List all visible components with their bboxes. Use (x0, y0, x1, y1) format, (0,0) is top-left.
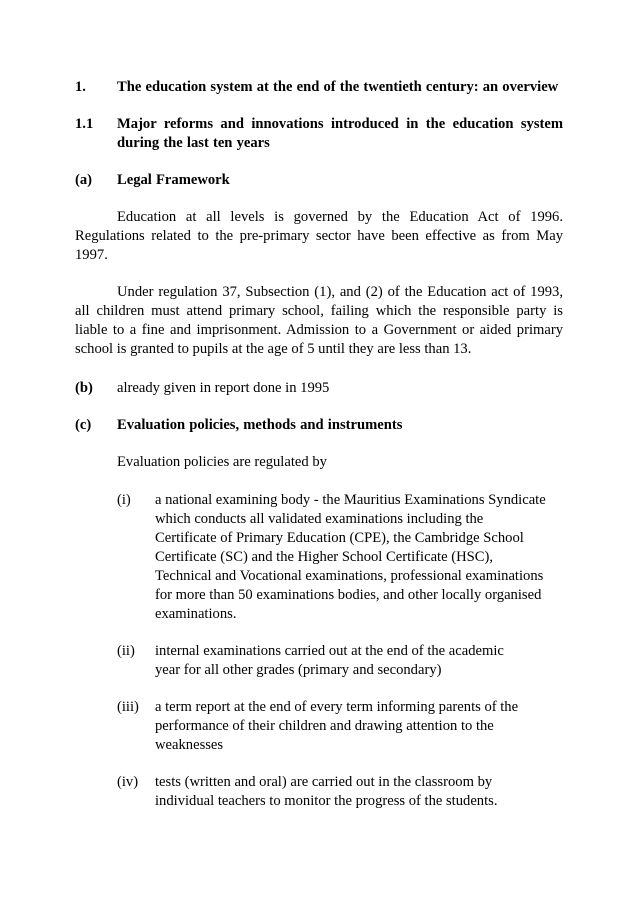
list-item-line: a term report at the end of every term informing parents of the (155, 699, 519, 715)
document-page (75, 78, 563, 811)
section-a-heading (75, 171, 563, 190)
list-item-line: for more than 50 examinations bodies, and other locally organised (155, 587, 542, 603)
list-item (75, 698, 563, 755)
section-b-label: (b) (75, 380, 93, 396)
list-item-text (155, 698, 563, 755)
section-a-paragraph-2: Under regulation 37, Subsection (1), and (2) of the Education act of 1993, all children must attend primary school, failing which the responsible party is liable to a fine and imprisonment. Admission to a Government or aided primary school is granted to pupils at the age of 5 until they are less than 13. (75, 284, 563, 357)
section-c-heading (75, 416, 563, 435)
section-c-title: Evaluation policies, methods and instruments (117, 417, 403, 433)
list-item-line: which conducts all validated examinations including the (155, 511, 484, 527)
list-item (75, 773, 563, 811)
list-item-label: (ii) (117, 643, 135, 659)
list-item-line: Certificate (SC) and the Higher School Certificate (HSC), (155, 549, 493, 565)
list-item-line: weaknesses (155, 737, 224, 753)
section-1-heading (75, 78, 563, 97)
list-item-line: Technical and Vocational examinations, professional examinations (155, 568, 544, 584)
list-item-text (155, 642, 563, 680)
list-item-text (155, 491, 563, 624)
section-1-1-title: Major reforms and innovations introduced in the education system during the last ten years (117, 116, 563, 151)
section-a-title: Legal Framework (117, 172, 230, 188)
list-item-line: individual teachers to monitor the progress of the students. (155, 793, 498, 809)
list-item-line: year for all other grades (primary and secondary) (155, 662, 442, 678)
list-item-line: a national examining body - the Mauritius Examinations Syndicate (155, 492, 546, 508)
section-c-label: (c) (75, 417, 92, 433)
list-item-line: tests (written and oral) are carried out in the classroom by (155, 774, 493, 790)
list-item-label: (iv) (117, 774, 139, 790)
list-item-line: Certificate of Primary Education (CPE), the Cambridge School (155, 530, 524, 546)
list-item-text (155, 773, 563, 811)
section-a-label: (a) (75, 172, 93, 188)
list-item-label: (i) (117, 492, 131, 508)
section-a-paragraph-1: Education at all levels is governed by the Education Act of 1996. Regulations related to the pre-primary sector have been effective as from May 1997. (75, 209, 563, 263)
section-c-intro: Evaluation policies are regulated by (117, 454, 327, 470)
list-item (75, 491, 563, 624)
section-1-number: 1. (75, 79, 86, 95)
section-b-text: already given in report done in 1995 (117, 380, 330, 396)
list-item-label: (iii) (117, 699, 139, 715)
section-b-row (75, 379, 563, 398)
list-item-line: performance of their children and drawing attention to the (155, 718, 494, 734)
list-item-line: internal examinations carried out at the end of the academic (155, 643, 504, 659)
section-1-title: The education system at the end of the twentieth century: an overview (117, 79, 559, 95)
list-item (75, 642, 563, 680)
section-1-1-heading (75, 115, 563, 153)
list-item-line: examinations. (155, 606, 237, 622)
section-1-1-number: 1.1 (75, 116, 94, 132)
